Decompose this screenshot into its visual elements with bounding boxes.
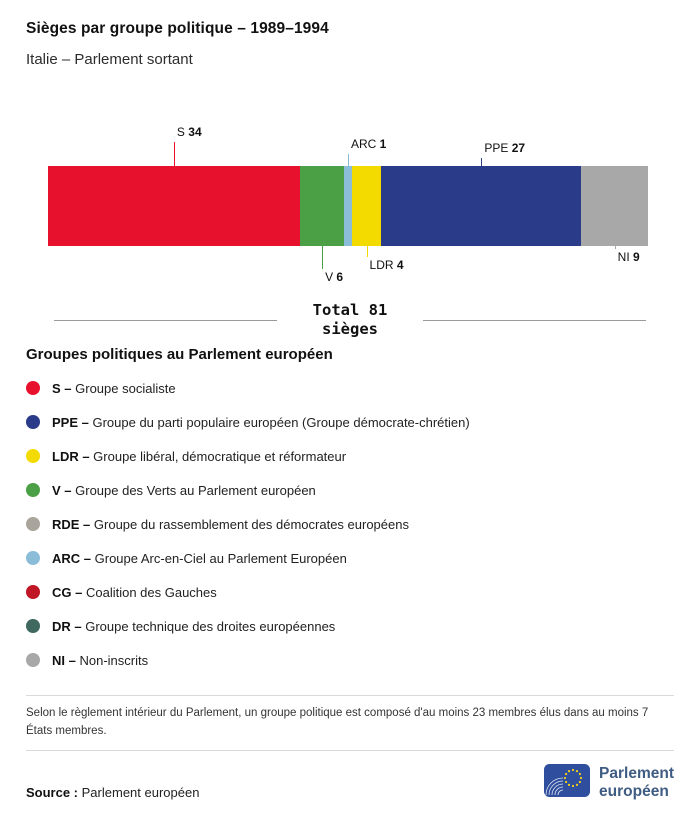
leader-line-arc xyxy=(348,154,349,166)
european-parliament-logo-icon xyxy=(544,764,590,802)
legend-item-label: ARC – Groupe Arc-en-Ciel au Parlement Européen xyxy=(52,550,347,566)
seats-stacked-bar-chart xyxy=(48,124,648,288)
legend-color-dot xyxy=(26,653,40,667)
legend-item-label: NI – Non-inscrits xyxy=(52,652,149,668)
legend-item-label: PPE – Groupe du parti populaire européen (Groupe démocrate-chrétien) xyxy=(52,414,470,430)
divider-line-left xyxy=(54,320,277,321)
bar-segment-ni xyxy=(581,166,648,246)
leader-line-ldr xyxy=(367,246,368,257)
leader-line-ppe xyxy=(481,158,482,166)
legend-color-dot xyxy=(26,517,40,531)
legend-list xyxy=(26,371,674,677)
total-seats-line1: Total 81 xyxy=(312,301,388,320)
leader-line-ni xyxy=(615,246,616,249)
legend-item-cg xyxy=(26,575,674,609)
legend-title: Groupes politiques au Parlement européen xyxy=(26,346,333,363)
bar-label-ni: NI 9 xyxy=(617,250,640,264)
source-label: Source : xyxy=(26,784,79,800)
stacked-bar xyxy=(48,166,648,246)
bar-segment-arc xyxy=(344,166,351,246)
ep-logo-text-line2: européen xyxy=(599,782,669,800)
divider-line-right xyxy=(423,320,646,321)
legend-color-dot xyxy=(26,585,40,599)
leader-line-s xyxy=(174,142,175,166)
legend-item-v xyxy=(26,473,674,507)
bar-segment-v xyxy=(300,166,344,246)
footer xyxy=(26,764,674,802)
total-seats-divider xyxy=(54,300,646,340)
page-subtitle: Italie – Parlement sortant xyxy=(26,51,193,68)
legend-color-dot xyxy=(26,619,40,633)
total-seats-line2: sièges xyxy=(322,320,378,338)
legend-item-label: CG – Coalition des Gauches xyxy=(52,584,217,600)
bar-label-ldr: LDR 4 xyxy=(369,258,404,272)
divider-rule-bottom xyxy=(26,750,674,751)
ep-logo-text-line1: Parlement xyxy=(599,764,674,782)
bar-segment-ldr xyxy=(352,166,382,246)
legend-item-ldr xyxy=(26,439,674,473)
legend-item-dr xyxy=(26,609,674,643)
footnote: Selon le règlement intérieur du Parlement, un groupe politique est composé d'au moins 23 membres élus dans au moins 7 États membres. xyxy=(26,707,649,737)
legend-item-label: V – Groupe des Verts au Parlement européen xyxy=(52,482,316,498)
leader-line-v xyxy=(322,246,323,269)
bar-label-v: V 6 xyxy=(325,270,344,284)
legend-color-dot xyxy=(26,415,40,429)
bar-label-ppe: PPE 27 xyxy=(484,141,526,155)
source-text: Parlement européen xyxy=(81,784,200,800)
legend-item-ni xyxy=(26,643,674,677)
legend-color-dot xyxy=(26,483,40,497)
legend-item-ppe xyxy=(26,405,674,439)
legend-item-s xyxy=(26,371,674,405)
legend-item-label: RDE – Groupe du rassemblement des démocrates européens xyxy=(52,516,409,532)
legend-item-label: LDR – Groupe libéral, démocratique et réformateur xyxy=(52,448,347,464)
legend-color-dot xyxy=(26,381,40,395)
legend-item-label: S – Groupe socialiste xyxy=(52,380,176,396)
bar-label-arc: ARC 1 xyxy=(351,137,387,151)
bar-label-s: S 34 xyxy=(176,125,202,139)
source-line xyxy=(26,785,199,802)
legend-item-rde xyxy=(26,507,674,541)
total-seats-label xyxy=(277,301,424,338)
legend-color-dot xyxy=(26,551,40,565)
bar-segment-ppe xyxy=(381,166,581,246)
legend-item-label: DR – Groupe technique des droites européennes xyxy=(52,618,336,634)
legend-item-arc xyxy=(26,541,674,575)
ep-logo-text xyxy=(599,765,674,801)
ep-logo xyxy=(544,764,674,802)
page-title: Sièges par groupe politique – 1989–1994 xyxy=(26,20,329,37)
bar-segment-s xyxy=(48,166,300,246)
divider-rule-top xyxy=(26,695,674,696)
legend-color-dot xyxy=(26,449,40,463)
